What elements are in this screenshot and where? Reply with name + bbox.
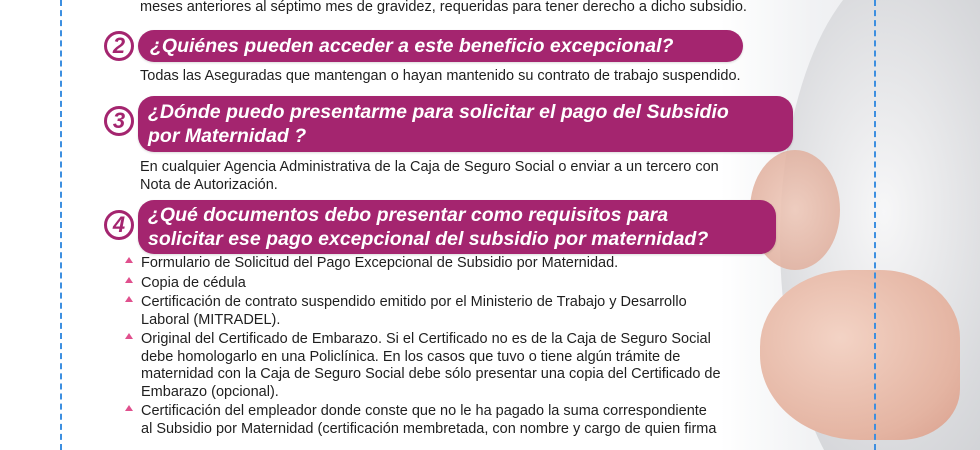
- dashed-frame-left: [60, 0, 62, 450]
- lower-hand-shape: [760, 270, 960, 440]
- list-item: [125, 294, 785, 329]
- triangle-bullet-icon: [125, 296, 133, 302]
- number-2: 2: [112, 33, 126, 58]
- list-item-line: Certificación de contrato suspendido emitido por el Ministerio de Trabajo y Desarrollo: [141, 294, 687, 310]
- question-4-line-2: solicitar ese pago excepcional del subsidio por maternidad?: [148, 228, 709, 250]
- list-item-line: Laboral (MITRADEL).: [141, 311, 281, 328]
- triangle-bullet-icon: [125, 277, 133, 283]
- question-4-line-1: ¿Qué documentos debo presentar como requisitos para: [148, 204, 669, 226]
- list-item-line: al Subsidio por Maternidad (certificación membretada, con nombre y cargo de quien firma: [141, 420, 717, 437]
- list-item-line: Formulario de Solicitud del Pago Excepcional de Subsidio por Maternidad.: [141, 255, 619, 271]
- list-item-line: debe homologarlo en una Policlínica. En los casos que tuvo o tiene algún trámite de: [141, 348, 681, 365]
- answer-3: [140, 159, 719, 194]
- question-2-text: ¿Quiénes pueden acceder a este beneficio excepcional?: [150, 35, 674, 57]
- question-2-banner: [138, 30, 743, 62]
- triangle-bullet-icon: [125, 257, 133, 263]
- list-item-line: maternidad con la Caja de Seguro Social debe sólo presentar una copia del Certificado de: [141, 366, 721, 382]
- answer-2: Todas las Aseguradas que mantengan o hayan mantenido su contrato de trabajo suspendido.: [140, 68, 741, 84]
- question-4-banner: [138, 200, 776, 254]
- list-item: [125, 255, 785, 273]
- number-4-badge: [104, 210, 134, 240]
- intro-text: meses anteriores al séptimo mes de gravidez, requeridas para tener derecho a dicho subsidio.: [140, 0, 747, 15]
- number-3: 3: [112, 108, 126, 133]
- list-item-line: Embarazo (opcional).: [141, 383, 279, 400]
- list-item-line: Original del Certificado de Embarazo. Si el Certificado no es de la Caja de Seguro Social: [141, 331, 711, 347]
- list-item: [125, 403, 785, 438]
- answer-3-line-1: En cualquier Agencia Administrativa de la Caja de Seguro Social o enviar a un tercero con: [140, 159, 719, 175]
- list-item-line: Copia de cédula: [141, 274, 246, 291]
- question-3-line-1: ¿Dónde puedo presentarme para solicitar el pago del Subsidio: [148, 101, 729, 123]
- answer-3-line-2: Nota de Autorización.: [140, 176, 278, 193]
- list-item-line: Certificación del empleador donde conste que no le ha pagado la suma correspondiente: [141, 403, 707, 419]
- requirements-list: [125, 255, 785, 440]
- triangle-bullet-icon: [125, 333, 133, 339]
- question-3-banner: [138, 96, 793, 152]
- list-item: [125, 275, 785, 293]
- number-2-badge: [104, 31, 134, 61]
- number-4: 4: [112, 212, 126, 237]
- list-item: [125, 331, 785, 401]
- dashed-frame-right: [874, 0, 876, 450]
- triangle-bullet-icon: [125, 405, 133, 411]
- question-3-line-2: por Maternidad ?: [148, 125, 307, 147]
- number-3-badge: [104, 106, 134, 136]
